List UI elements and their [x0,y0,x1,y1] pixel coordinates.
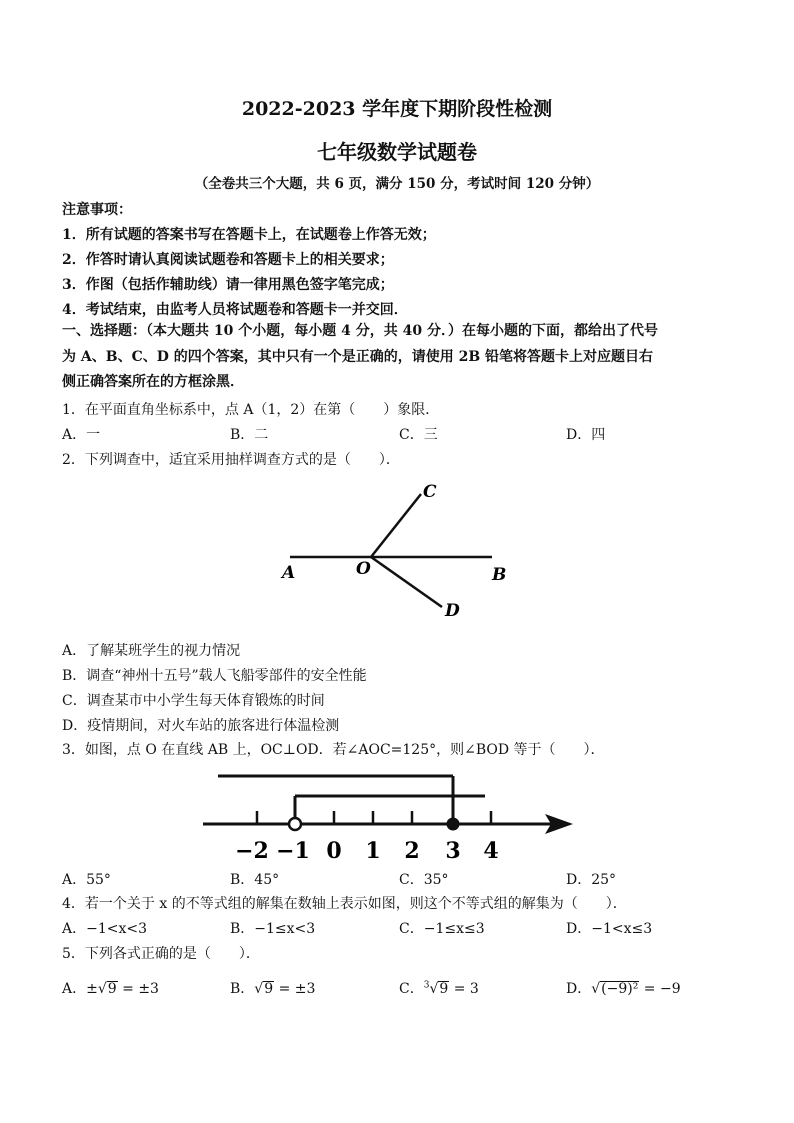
option-c-root-index: 3 [423,980,430,991]
notice-item-1: 1．所有试题的答案书写在答题卡上，在试题卷上作答无效； [62,227,436,243]
tick-label-4: 4 [483,838,499,864]
ray-oc [371,494,421,557]
option-a-radicand: 9 [107,981,117,997]
notice-item-2: 2．作答时请认真阅读试题卷和答题卡上的相关要求； [62,252,394,268]
tick-label-1: 1 [365,838,381,864]
option-b-radicand: 9 [264,981,274,997]
question-2-option-c: C．调查某市中小学生每天体育锻炼的时间 [62,693,325,709]
question-1-option-d: D．四 [566,427,606,443]
tick-label-0: 0 [326,838,342,864]
notice-item-3: 3．作图（包括作辅助线）请一律用黑色签字笔完成； [62,277,394,293]
exam-title: 2022-2023 学年度下期阶段性检测 [241,98,553,120]
section-1-line-3: 侧正确答案所在的方框涂黑． [62,374,244,390]
tick-label-2: 2 [404,838,420,864]
question-3-option-a: A．55° [62,872,111,888]
question-1-option-b: B．二 [230,427,269,443]
open-point-neg1 [289,818,301,830]
question-2-option-d: D．疫情期间，对火车站的旅客进行体温检测 [62,718,340,734]
label-b: B [492,565,507,585]
question-2-option-b: B．调查“神州十五号”载人飞船零部件的安全性能 [62,668,367,684]
question-1-options [62,424,742,446]
question-2-option-a: A．了解某班学生的视力情况 [62,643,241,659]
question-3-option-c: C．35° [399,872,449,888]
option-a-suffix: = ±3 [117,981,159,997]
question-4-options [62,918,742,940]
question-5-option-b: B．√9 = ±3 [230,981,316,997]
question-1-option-a: A．一 [62,427,101,443]
label-a: A [282,563,296,583]
question-3-option-b: B．45° [230,872,280,888]
exam-note: （全卷共三个大题，共 6 页，满分 150 分，考试时间 120 分钟） [194,176,600,192]
exam-subtitle: 七年级数学试题卷 [317,140,477,164]
option-c-prefix: C． [399,981,424,997]
question-4-option-a: A．−1<x<3 [62,921,148,937]
question-4-option-d: D．−1<x≤3 [566,921,653,937]
tick-label-3: 3 [445,838,461,864]
section-1-line-2: 为 A、B、C、D 的四个答案，其中只有一个是正确的，请使用 2B 铅笔将答题卡上对应题目右 [62,348,654,365]
question-4-option-c: C．−1≤x≤3 [399,921,485,937]
option-c-suffix: = 3 [449,981,479,997]
tick-label-neg2: −2 [235,838,269,864]
question-1-option-c: C．三 [399,427,438,443]
question-5-option-c: C．$^3$√9 = 3 [399,980,479,997]
question-1-text: 1．在平面直角坐标系中，点 A（1，2）在第（ ）象限． [62,402,440,418]
tick-label-neg1: −1 [276,838,310,864]
question-2-text: 2．下列调查中，适宜采用抽样调查方式的是（ ）． [62,452,400,468]
angle-figure [270,478,510,628]
question-5-option-d: D．√(−9)² = −9 [566,981,681,997]
section-1-line-1: 一、选择题：（本大题共 10 个小题，每小题 4 分，共 40 分．）在每小题的下面，都给出了代号 [62,323,658,339]
number-line-figure [195,768,585,868]
label-o: O [356,559,371,579]
option-b-suffix: = ±3 [274,981,316,997]
section-1-instructions [62,319,732,396]
option-d-prefix: D． [566,981,592,997]
question-4-option-b: B．−1≤x<3 [230,921,316,937]
option-c-radicand: 9 [439,981,449,997]
question-4-text: 4．若一个关于 x 的不等式组的解集在数轴上表示如图，则这个不等式组的解集为（ ）． [62,896,627,912]
question-3-option-d: D．25° [566,872,617,888]
question-3-options [62,869,742,891]
question-5-option-a: A．±√9 = ±3 [62,981,159,997]
option-d-suffix: = −9 [639,981,681,997]
question-3-text: 3．如图，点 O 在直线 AB 上，OC⊥OD．若∠AOC=125°，则∠BOD 等于（ ）． [62,742,605,758]
label-d: D [445,601,460,621]
option-b-prefix: B． [230,981,255,997]
question-5-text: 5．下列各式正确的是（ ）． [62,946,260,962]
solid-point-3 [447,818,460,831]
option-a-prefix: A．± [62,981,98,997]
notice-item-4: 4．考试结束，由监考人员将试题卷和答题卡一并交回． [62,302,408,318]
option-d-radicand: (−9)² [601,981,639,997]
question-5-options [62,978,742,1004]
ray-od [371,557,442,607]
label-c: C [423,482,437,502]
notice-heading: 注意事项： [62,202,132,218]
